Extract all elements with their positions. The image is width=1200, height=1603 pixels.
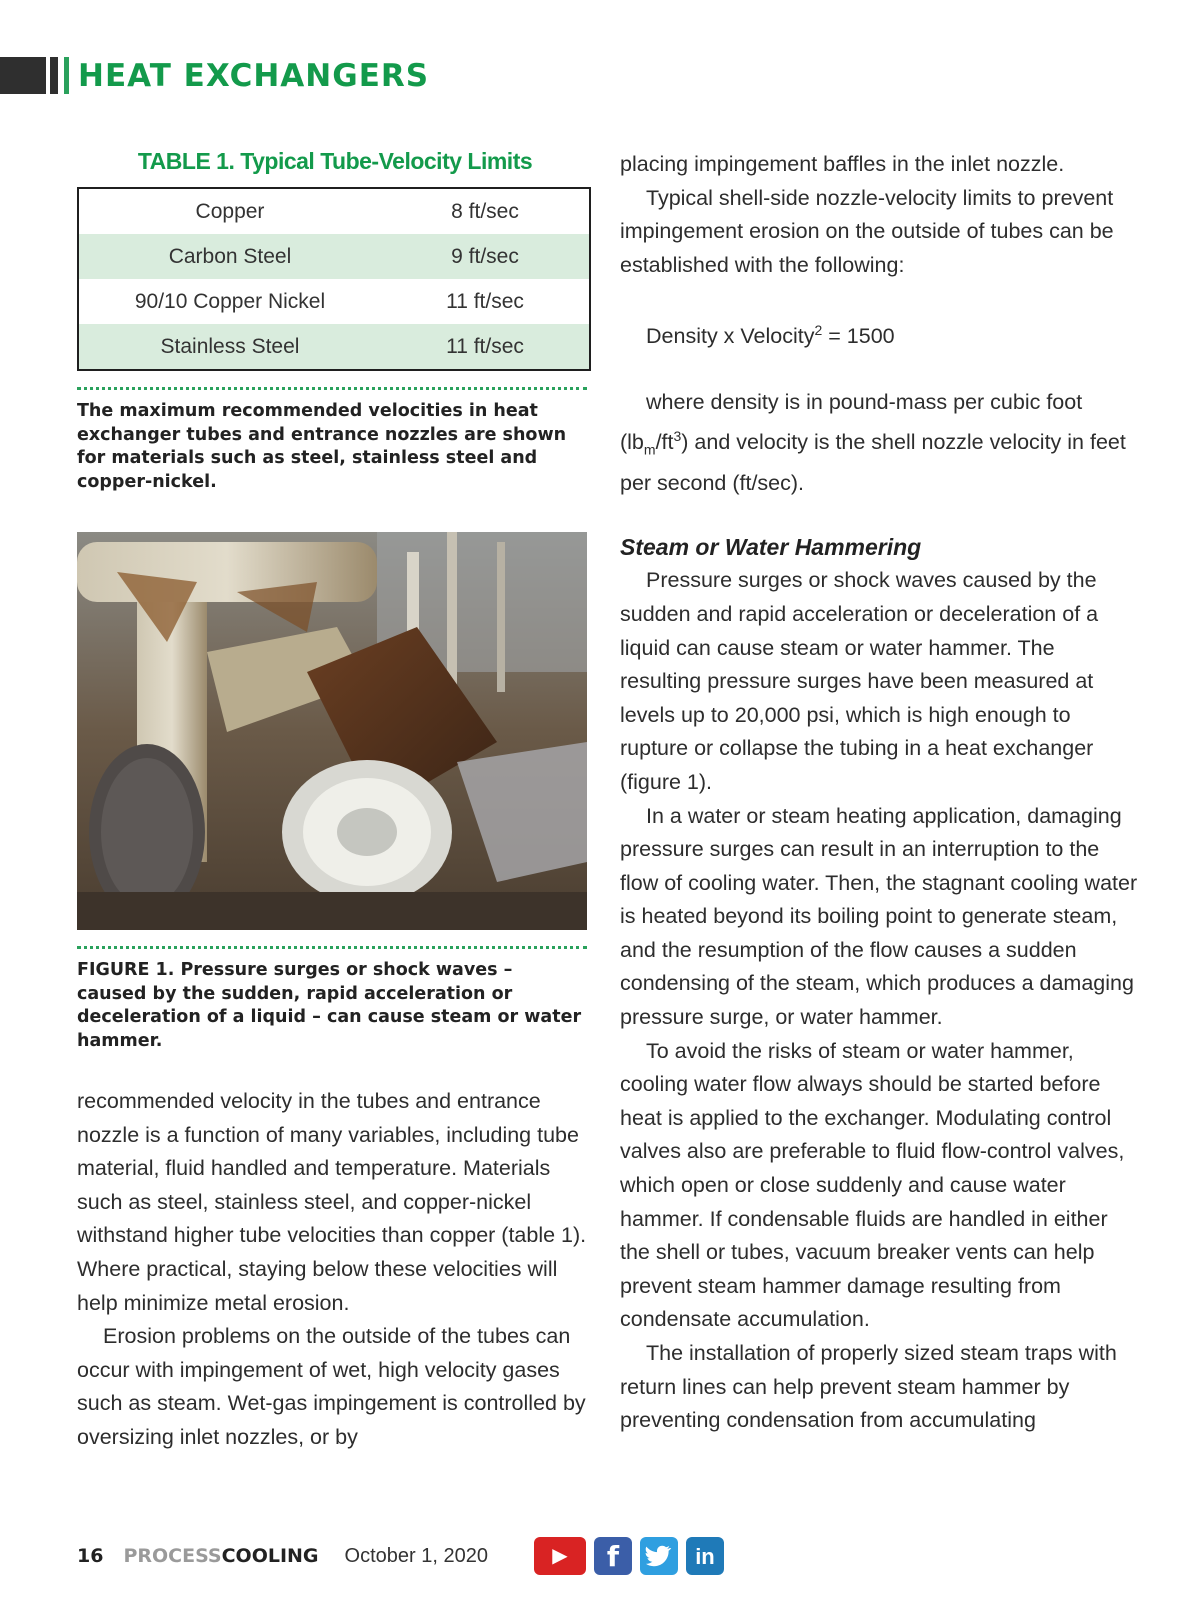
page-number: 16 [77,1545,104,1567]
figure-caption: FIGURE 1. Pressure surges or shock waves – caused by the sudden, rapid acceleration or deceleration of a liquid – can cause steam or water hammer. [77,960,582,1051]
formula [620,314,1140,354]
twitter-bird-icon [640,1537,678,1575]
table-cell-velocity: 8 ft/sec [451,199,519,223]
table-row [79,279,589,324]
issue-date: October 1, 2020 [344,1544,488,1567]
table-row [79,189,589,234]
table-cell-material: 90/10 Copper Nickel [134,289,326,313]
body-paragraph: Erosion problems on the outside of the tubes can occur with impingement of wet, high velocity gases such as steam. Wet-gas impingement is controlled by oversizing inlet nozzles, or by [77,1324,586,1449]
facebook-glyph: f [606,1540,620,1573]
text-run: where density is in pound-mass per cubic foot (lb [620,390,1083,454]
text-run: ) and velocity is the shell nozzle velocity in feet per second (ft/sec). [620,429,1126,495]
twitter-icon[interactable] [640,1537,678,1575]
subscript: m [643,441,656,458]
table-cell-material: Copper [195,199,265,223]
figure-photo [77,532,587,930]
right-column [620,148,1140,1438]
heat-exchanger-photo-illustration [77,532,587,930]
page-footer [77,1536,732,1576]
youtube-glyph: ▶ [552,1545,568,1567]
formula-exponent: 2 [814,322,823,339]
table-cell-material: Carbon Steel [168,244,292,268]
left-body [77,1085,593,1455]
body-paragraph [620,386,1140,500]
body-paragraph: Typical shell-side nozzle-velocity limits to prevent impingement erosion on the outside of tubes can be established with the following: [620,185,1114,277]
header-bar-block-small [50,57,58,94]
table-caption: The maximum recommended velocities in heat exchanger tubes and entrance nozzles are shown for materials such as steel, stainless steel and copper-nickel. [77,401,567,492]
linkedin-icon[interactable] [686,1537,724,1575]
superscript: 3 [673,427,682,444]
body-paragraph: The installation of properly sized steam traps with return lines can help prevent steam hammer by preventing condensation from accumulating [620,1341,1117,1433]
table-cell-velocity: 11 ft/sec [446,334,524,358]
table-row [79,234,589,279]
left-column [77,148,593,1455]
body-paragraph: To avoid the risks of steam or water hammer, cooling water flow always should be started before heat is applied to the exchanger. Modulating control valves also are preferable to fluid flow-control valves, which open or close suddenly and cause water hammer. If condensable fluids are handled in either the shell or tubes, vacuum breaker vents can help prevent steam hammer damage resulting from condensate accumulation. [620,1038,1125,1332]
body-paragraph: recommended velocity in the tubes and entrance nozzle is a function of many variables, including tube material, fluid handled and temperature. Materials such as steel, stainless steel, and copper-nickel withstand higher tube velocities than copper (table 1). Where practical, staying below these velocities will help minimize metal erosion. [77,1089,587,1315]
velocity-table [77,187,591,371]
linkedin-glyph: in [695,1544,715,1569]
brand-name-part1: PROCESS [123,1545,222,1567]
brand-name-part2: COOLING [221,1545,319,1567]
formula-lead: Density x Velocity [646,324,815,349]
subheading: Steam or Water Hammering [620,534,922,561]
body-paragraph: Pressure surges or shock waves caused by the sudden and rapid acceleration or deceleration of a liquid can cause steam or water hammer. The resulting pressure surges have been measured at levels up to 20,000 psi, which is high enough to rupture or collapse the tubing in a heat exchanger (figure 1). [620,568,1099,794]
table-row [79,324,589,369]
table-cell-material: Stainless Steel [160,334,300,358]
table-title: TABLE 1. Typical Tube-Velocity Limits [137,148,533,174]
dotted-divider [77,946,587,949]
body-paragraph: In a water or steam heating application, damaging pressure surges can result in an interruption to the flow of cooling water. Then, the stagnant cooling water is heated beyond its boiling point to generate steam, and the resumption of the flow causes a sudden condensing of the steam, which produces a damaging pressure surge, or water hammer. [620,803,1138,1030]
formula-tail: = 1500 [822,324,895,349]
youtube-icon[interactable] [534,1537,586,1575]
dotted-divider [77,387,587,390]
table-cell-velocity: 9 ft/sec [451,244,519,268]
facebook-icon[interactable] [594,1537,632,1575]
body-paragraph: placing impingement baffles in the inlet nozzle. [620,152,1065,176]
table-cell-velocity: 11 ft/sec [446,289,524,313]
section-title: HEAT EXCHANGERS [78,58,430,94]
header-bar-accent [64,57,69,94]
header-bar-block [0,57,46,94]
text-run: /ft [655,429,674,454]
